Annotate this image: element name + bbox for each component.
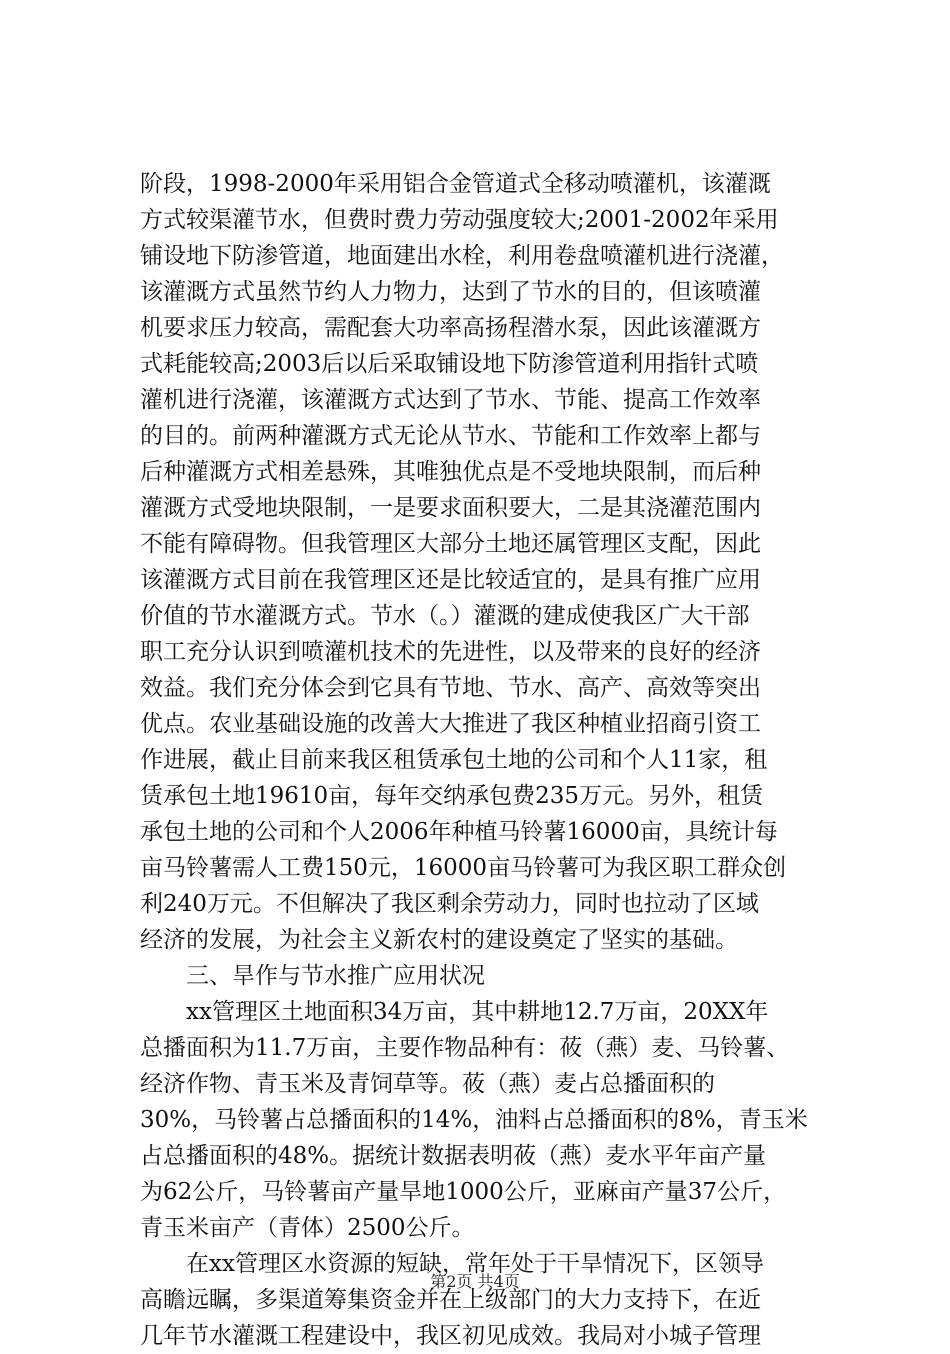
text-line: 阶段，1998-2000年采用铝合金管道式全移动喷灌机，该灌溉 [140, 171, 771, 197]
text-line: 总播面积为11.7万亩，主要作物品种有：莜（燕）麦、马铃薯、 [140, 1035, 790, 1061]
text-line: 方式较渠灌节水，但费时费力劳动强度较大;2001-2002年采用 [140, 207, 779, 233]
section-heading: 三、旱作与节水推广应用状况 [186, 963, 485, 989]
page-number-footer: 第2页 共4页 [430, 1272, 520, 1291]
text-line: 灌机进行浇灌，该灌溉方式达到了节水、节能、提高工作效率 [140, 387, 761, 413]
text-line: 的目的。前两种灌溉方式无论从节水、节能和工作效率上都与 [140, 423, 761, 449]
text-line: 铺设地下防渗管道，地面建出水栓，利用卷盘喷灌机进行浇灌， [140, 243, 784, 269]
text-line: 青玉米亩产（青体）2500公斤。 [140, 1215, 475, 1241]
text-line: 式耗能较高;2003后以后采取铺设地下防渗管道利用指针式喷 [140, 351, 759, 377]
text-line: 该灌溉方式目前在我管理区还是比较适宜的，是具有推广应用 [140, 567, 761, 593]
text-line: 职工充分认识到喷灌机技术的先进性，以及带来的良好的经济 [140, 639, 761, 665]
document-body [140, 166, 840, 1354]
text-line: 赁承包土地19610亩，每年交纳承包费235万元。另外，租赁 [140, 783, 764, 809]
text-line: 经济的发展，为社会主义新农村的建设奠定了坚实的基础。 [140, 927, 738, 953]
text-line: 优点。农业基础设施的改善大大推进了我区种植业招商引资工 [140, 711, 761, 737]
text-line: 几年节水灌溉工程建设中，我区初见成效。我局对小城子管理 [140, 1323, 761, 1349]
text-line: 机要求压力较高，需配套大功率高扬程潜水泵，因此该灌溉方 [140, 315, 761, 341]
text-line: 高瞻远瞩，多渠道筹集资金并在上级部门的大力支持下，在近 [140, 1287, 761, 1313]
text-line: 后种灌溉方式相差悬殊，其唯独优点是不受地块限制，而后种 [140, 459, 761, 485]
paragraph-start-line: 在xx管理区水资源的短缺，常年处于干旱情况下，区领导 [186, 1251, 764, 1277]
text-line: 承包土地的公司和个人2006年种植马铃薯16000亩，具统计每 [140, 819, 778, 845]
text-line: 作进展，截止目前来我区租赁承包土地的公司和个人11家，租 [140, 747, 768, 773]
text-line: 占总播面积的48%。据统计数据表明莜（燕）麦水平年亩产量 [140, 1143, 767, 1169]
text-line: 价值的节水灌溉方式。节水（。）灌溉的建成使我区广大干部 [140, 603, 750, 629]
text-line: 30%，马铃薯占总播面积的14%，油料占总播面积的8%，青玉米 [140, 1107, 808, 1133]
paragraph-start-line: xx管理区土地面积34万亩，其中耕地12.7万亩，20XX年 [186, 999, 769, 1025]
text-line: 效益。我们充分体会到它具有节地、节水、高产、高效等突出 [140, 675, 761, 701]
text-line: 不能有障碍物。但我管理区大部分土地还属管理区支配，因此 [140, 531, 761, 557]
text-line: 亩马铃薯需人工费150元，16000亩马铃薯可为我区职工群众创 [140, 855, 787, 881]
text-line: 灌溉方式受地块限制，一是要求面积要大，二是其浇灌范围内 [140, 495, 761, 521]
text-line: 经济作物、青玉米及青饲草等。莜（燕）麦占总播面积的 [140, 1071, 715, 1097]
text-line: 为62公斤，马铃薯亩产量旱地1000公斤，亚麻亩产量37公斤， [140, 1179, 787, 1205]
text-line: 利240万元。不但解决了我区剩余劳动力，同时也拉动了区域 [140, 891, 759, 917]
text-line: 该灌溉方式虽然节约人力物力，达到了节水的目的，但该喷灌 [140, 279, 761, 305]
